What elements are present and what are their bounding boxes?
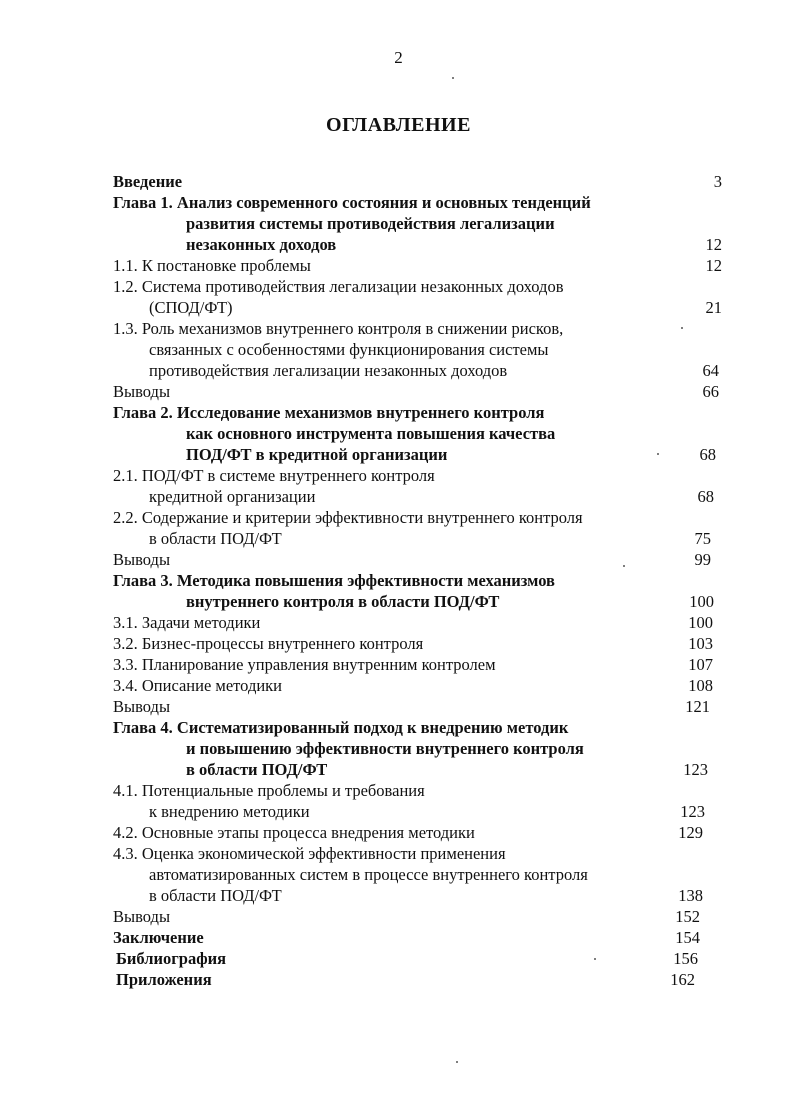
toc-conclusions-ch1: Выводы bbox=[113, 382, 171, 401]
toc-section-2-1-line2: кредитной организации bbox=[149, 487, 316, 506]
toc-conclusions-ch3: Выводы bbox=[113, 697, 171, 716]
toc-section-1-3-line2: связанных с особенностями функционирования системы bbox=[149, 340, 549, 359]
toc-section-2-2-line2: в области ПОД/ФТ bbox=[149, 529, 282, 548]
toc-section-2-2-line1: 2.2. Содержание и критерии эффективности внутреннего контроля bbox=[113, 508, 583, 527]
toc-chapter1-page: 12 bbox=[705, 235, 722, 254]
toc-section-1-2-page: 21 bbox=[705, 298, 722, 317]
toc-conclusions-ch2: Выводы bbox=[113, 550, 171, 569]
scan-speck bbox=[456, 1061, 458, 1063]
toc-section-1-3-line3: противодействия легализации незаконных доходов bbox=[149, 361, 508, 380]
toc-section-1-2-line1: 1.2. Система противодействия легализации незаконных доходов bbox=[113, 277, 564, 296]
toc-conclusions-ch4-page: 152 bbox=[675, 907, 700, 926]
toc-section-4-1-page: 123 bbox=[680, 802, 705, 821]
toc-chapter3-page: 100 bbox=[689, 592, 714, 611]
toc-section-3-4-page: 108 bbox=[688, 676, 713, 695]
toc-section-3-2: 3.2. Бизнес-процессы внутреннего контроля bbox=[113, 634, 424, 653]
toc-appendices: Приложения bbox=[116, 970, 212, 989]
toc-chapter4-line1: Глава 4. Систематизированный подход к внедрению методик bbox=[113, 718, 569, 737]
toc-section-2-1-page: 68 bbox=[697, 487, 714, 506]
toc-conclusion-page: 154 bbox=[675, 928, 700, 947]
toc-chapter1-line3: незаконных доходов bbox=[186, 235, 337, 254]
toc-chapter4-line3: в области ПОД/ФТ bbox=[186, 760, 328, 779]
toc-chapter2-line3: ПОД/ФТ в кредитной организации bbox=[186, 445, 448, 464]
toc-appendices-page: 162 bbox=[670, 970, 695, 989]
toc-section-4-3-page: 138 bbox=[678, 886, 703, 905]
toc-conclusions-ch2-page: 99 bbox=[694, 550, 711, 569]
scan-speck bbox=[623, 565, 625, 567]
toc-intro-title: Введение bbox=[113, 172, 183, 191]
toc-section-3-1-page: 100 bbox=[688, 613, 713, 632]
toc-chapter1-line1: Глава 1. Анализ современного состояния и основных тенденций bbox=[113, 193, 591, 212]
toc-section-4-2-page: 129 bbox=[678, 823, 703, 842]
scan-speck bbox=[452, 77, 454, 79]
toc-chapter2-line1: Глава 2. Исследование механизмов внутреннего контроля bbox=[113, 403, 545, 422]
toc-section-1-1: 1.1. К постановке проблемы bbox=[113, 256, 311, 275]
toc-section-3-4: 3.4. Описание методики bbox=[113, 676, 283, 695]
toc-section-2-1-line1: 2.1. ПОД/ФТ в системе внутреннего контроля bbox=[113, 466, 435, 485]
toc-conclusions-ch1-page: 66 bbox=[702, 382, 719, 401]
toc-conclusion: Заключение bbox=[113, 928, 204, 947]
toc-section-1-2-line2: (СПОД/ФТ) bbox=[149, 298, 233, 317]
toc-section-4-3-line3: в области ПОД/ФТ bbox=[149, 886, 282, 905]
toc-chapter3-line2: внутреннего контроля в области ПОД/ФТ bbox=[186, 592, 500, 611]
toc-bibliography: Библиография bbox=[116, 949, 227, 968]
toc-section-2-2-page: 75 bbox=[694, 529, 711, 548]
toc-section-1-3-page: 64 bbox=[702, 361, 719, 380]
scan-speck bbox=[594, 958, 596, 960]
toc-section-3-3: 3.3. Планирование управления внутренним контролем bbox=[113, 655, 496, 674]
toc-chapter3-line1: Глава 3. Методика повышения эффективности механизмов bbox=[113, 571, 555, 590]
toc-chapter4-page: 123 bbox=[683, 760, 708, 779]
scan-speck bbox=[681, 327, 683, 329]
toc-section-4-1-line2: к внедрению методики bbox=[149, 802, 310, 821]
page-title: ОГЛАВЛЕНИЕ bbox=[326, 114, 471, 136]
toc-conclusions-ch3-page: 121 bbox=[685, 697, 710, 716]
page-number: 2 bbox=[394, 48, 403, 67]
toc-section-4-3-line1: 4.3. Оценка экономической эффективности применения bbox=[113, 844, 506, 863]
toc-chapter2-line2: как основного инструмента повышения качества bbox=[186, 424, 556, 443]
toc-section-1-3-line1: 1.3. Роль механизмов внутреннего контроля в снижении рисков, bbox=[113, 319, 564, 338]
toc-chapter1-line2: развития системы противодействия легализации bbox=[186, 214, 555, 233]
toc-section-4-1-line1: 4.1. Потенциальные проблемы и требования bbox=[113, 781, 425, 800]
toc-chapter4-line2: и повышению эффективности внутреннего контроля bbox=[186, 739, 584, 758]
toc-intro-page: 3 bbox=[713, 172, 722, 191]
toc-section-4-2: 4.2. Основные этапы процесса внедрения методики bbox=[113, 823, 475, 842]
toc-section-4-3-line2: автоматизированных систем в процессе внутреннего контроля bbox=[149, 865, 588, 884]
toc-chapter2-page: 68 bbox=[699, 445, 716, 464]
toc-section-1-1-page: 12 bbox=[705, 256, 722, 275]
scan-speck bbox=[657, 453, 659, 455]
toc-section-3-2-page: 103 bbox=[688, 634, 713, 653]
toc-section-3-3-page: 107 bbox=[688, 655, 713, 674]
toc-conclusions-ch4: Выводы bbox=[113, 907, 171, 926]
toc-bibliography-page: 156 bbox=[673, 949, 698, 968]
toc-section-3-1: 3.1. Задачи методики bbox=[113, 613, 261, 632]
